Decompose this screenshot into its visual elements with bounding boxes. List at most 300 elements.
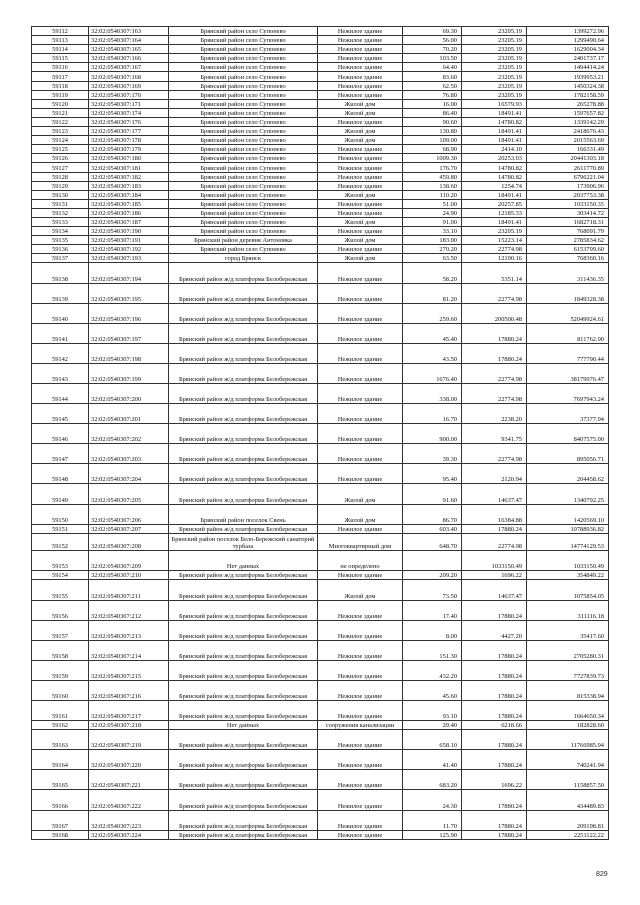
area-cell: 56.00 (403, 36, 462, 45)
object-type-cell: Нежилое здание (318, 600, 403, 620)
cadastral-number-cell: 32:02:0540307:169 (89, 81, 169, 90)
object-type-cell: Нежилое здание (318, 384, 403, 404)
area-cell: 130.80 (403, 127, 462, 136)
row-index-cell: 59159 (32, 660, 89, 680)
cadastral-number-cell: 32:02:0540307:217 (89, 701, 169, 721)
row-index-cell: 59154 (32, 571, 89, 580)
address-cell: Брянский район село Супонево (169, 45, 318, 54)
unit-value-cell: 22774.98 (462, 245, 527, 254)
area-cell: 459.80 (403, 172, 462, 181)
unit-value-cell: 2238.20 (462, 404, 527, 424)
unit-value-cell: 14780.82 (462, 117, 527, 126)
cadastral-number-cell: 32:02:0540307:216 (89, 680, 169, 700)
unit-value-cell: 17880.24 (462, 750, 527, 770)
area-cell: 43.50 (403, 343, 462, 363)
cadastral-value-cell: 768091.79 (527, 227, 609, 236)
table-row (32, 236, 609, 245)
object-type-cell: Нежилое здание (318, 620, 403, 640)
object-type-cell: Жилой дом (318, 504, 403, 524)
unit-value-cell: 18491.41 (462, 217, 527, 226)
object-type-cell: Нежилое здание (318, 424, 403, 444)
table-row (32, 283, 609, 303)
unit-value-cell: 12100.16 (462, 254, 527, 263)
address-cell: Брянский район ж/д платформа Белобережская (169, 524, 318, 533)
cadastral-number-cell: 32:02:0540307:209 (89, 551, 169, 571)
table-row (32, 464, 609, 484)
area-cell: 151.30 (403, 640, 462, 660)
object-type-cell: Жилой дом (318, 190, 403, 199)
row-index-cell: 59120 (32, 99, 89, 108)
cadastral-value-cell: 2251122.22 (527, 830, 609, 839)
table-row (32, 217, 609, 226)
cadastral-number-cell: 32:02:0540307:200 (89, 384, 169, 404)
row-index-cell: 59129 (32, 181, 89, 190)
cadastral-number-cell: 32:02:0540307:167 (89, 63, 169, 72)
row-index-cell: 59156 (32, 600, 89, 620)
cadastral-value-cell: 815338.94 (527, 680, 609, 700)
cadastral-number-cell: 32:02:0540307:181 (89, 163, 169, 172)
object-type-cell: Жилой дом (318, 136, 403, 145)
unit-value-cell: 15223.14 (462, 236, 527, 245)
cadastral-number-cell: 32:02:0540307:198 (89, 343, 169, 363)
row-index-cell: 59166 (32, 790, 89, 810)
row-index-cell: 59132 (32, 208, 89, 217)
row-index-cell: 59123 (32, 127, 89, 136)
cadastral-number-cell: 32:02:0540307:178 (89, 136, 169, 145)
object-type-cell: Нежилое здание (318, 363, 403, 383)
table-row (32, 54, 609, 63)
table-row (32, 263, 609, 283)
unit-value-cell: 23205.19 (462, 27, 527, 36)
object-type-cell: Нежилое здание (318, 117, 403, 126)
unit-value-cell: 22774.98 (462, 283, 527, 303)
cadastral-number-cell: 32:02:0540307:164 (89, 36, 169, 45)
object-type-cell: Нежилое здание (318, 81, 403, 90)
unit-value-cell: 17880.24 (462, 810, 527, 830)
cadastral-value-cell: 777790.44 (527, 343, 609, 363)
table-row (32, 484, 609, 504)
table-row (32, 90, 609, 99)
table-row (32, 680, 609, 700)
cadastral-value-cell: 6153799.60 (527, 245, 609, 254)
object-type-cell: Нежилое здание (318, 245, 403, 254)
row-index-cell: 59121 (32, 108, 89, 117)
cadastral-number-cell: 32:02:0540307:174 (89, 108, 169, 117)
cadastral-value-cell: 6796221.04 (527, 172, 609, 181)
cadastral-number-cell: 32:02:0540307:199 (89, 363, 169, 383)
address-cell: Брянский район ж/д платформа Белобережская (169, 263, 318, 283)
cadastral-value-cell: 1597657.82 (527, 108, 609, 117)
row-index-cell: 59162 (32, 721, 89, 730)
object-type-cell: Нежилое здание (318, 464, 403, 484)
area-cell: 209.20 (403, 571, 462, 580)
area-cell: 68.90 (403, 145, 462, 154)
cadastral-value-cell: 311436.35 (527, 263, 609, 283)
area-cell: 259.60 (403, 303, 462, 323)
address-cell: Брянский район село Супонево (169, 99, 318, 108)
table-row (32, 660, 609, 680)
table-row (32, 770, 609, 790)
area-cell: 91.60 (403, 484, 462, 504)
cadastral-value-cell: 1494414.24 (527, 63, 609, 72)
object-type-cell: Нежилое здание (318, 283, 403, 303)
area-cell: 93.10 (403, 701, 462, 721)
area-cell: 16.70 (403, 404, 462, 424)
row-index-cell: 59151 (32, 524, 89, 533)
object-type-cell: Нежилое здание (318, 571, 403, 580)
cadastral-number-cell: 32:02:0540307:220 (89, 750, 169, 770)
row-index-cell: 59161 (32, 701, 89, 721)
unit-value-cell: 23205.19 (462, 90, 527, 99)
address-cell: Брянский район село Супонево (169, 145, 318, 154)
address-cell: Брянский район село Супонево (169, 63, 318, 72)
cadastral-value-cell: 1682718.31 (527, 217, 609, 226)
cadastral-value-cell: 8407575.00 (527, 424, 609, 444)
unit-value-cell: 23205.19 (462, 81, 527, 90)
area-cell: 24.90 (403, 208, 462, 217)
unit-value-cell: 17880.24 (462, 701, 527, 721)
cadastral-number-cell: 32:02:0540307:183 (89, 181, 169, 190)
cadastral-number-cell: 32:02:0540307:191 (89, 236, 169, 245)
cadastral-value-cell: 1629004.34 (527, 45, 609, 54)
address-cell: Брянский район ж/д платформа Белобережская (169, 384, 318, 404)
table-row (32, 533, 609, 551)
cadastral-value-cell: 1664650.34 (527, 701, 609, 721)
area-cell: 83.60 (403, 72, 462, 81)
cadastral-value-cell: 38179976.47 (527, 363, 609, 383)
area-cell: 683.20 (403, 770, 462, 790)
address-cell: Брянский район село Супонево (169, 136, 318, 145)
cadastral-value-cell: 37377.94 (527, 404, 609, 424)
row-index-cell: 59148 (32, 464, 89, 484)
row-index-cell: 59118 (32, 81, 89, 90)
unit-value-cell: 17880.24 (462, 830, 527, 839)
row-index-cell: 59124 (32, 136, 89, 145)
object-type-cell: Нежилое здание (318, 72, 403, 81)
object-type-cell: Нежилое здание (318, 181, 403, 190)
table-row (32, 154, 609, 163)
cadastral-value-cell: 1158857.50 (527, 770, 609, 790)
row-index-cell: 59126 (32, 154, 89, 163)
cadastral-value-cell: 354849.22 (527, 571, 609, 580)
table-row (32, 730, 609, 750)
cadastral-value-cell: 1399272.96 (527, 27, 609, 36)
address-cell: Брянский район ж/д платформа Белобережская (169, 830, 318, 839)
table-row (32, 363, 609, 383)
address-cell: Брянский район ж/д платформа Белобережская (169, 343, 318, 363)
address-cell: Брянский район поселок Свень (169, 504, 318, 524)
cadastral-number-cell: 32:02:0540307:213 (89, 620, 169, 640)
address-cell: Брянский район ж/д платформа Белобережская (169, 464, 318, 484)
table-row (32, 721, 609, 730)
object-type-cell: Нежилое здание (318, 63, 403, 72)
cadastral-number-cell: 32:02:0540307:165 (89, 45, 169, 54)
object-type-cell: Жилой дом (318, 236, 403, 245)
unit-value-cell: 23205.19 (462, 63, 527, 72)
area-cell: 33.10 (403, 227, 462, 236)
row-index-cell: 59149 (32, 484, 89, 504)
area-cell: 45.60 (403, 680, 462, 700)
row-index-cell: 59135 (32, 236, 89, 245)
address-cell: Брянский район ж/д платформа Белобережская (169, 701, 318, 721)
cadastral-number-cell: 32:02:0540307:185 (89, 199, 169, 208)
unit-value-cell: 17880.24 (462, 660, 527, 680)
unit-value-cell: 22774.98 (462, 384, 527, 404)
address-cell: Брянский район ж/д платформа Белобережская (169, 750, 318, 770)
table-row (32, 45, 609, 54)
unit-value-cell: 17880.24 (462, 640, 527, 660)
area-cell: 125.90 (403, 830, 462, 839)
table-row (32, 640, 609, 660)
cadastral-value-cell: 2705280.31 (527, 640, 609, 660)
area-cell: 41.40 (403, 750, 462, 770)
address-cell: Брянский район ж/д платформа Белобережская (169, 404, 318, 424)
row-index-cell: 59114 (32, 45, 89, 54)
address-cell: Брянский район ж/д платформа Белобережская (169, 620, 318, 640)
row-index-cell: 59155 (32, 580, 89, 600)
address-cell: Брянский район село Супонево (169, 117, 318, 126)
unit-value-cell: 14637.47 (462, 580, 527, 600)
unit-value-cell: 18491.41 (462, 127, 527, 136)
row-index-cell: 59139 (32, 283, 89, 303)
cadastral-number-cell: 32:02:0540307:186 (89, 208, 169, 217)
table-row (32, 551, 609, 571)
row-index-cell: 59136 (32, 245, 89, 254)
row-index-cell: 59163 (32, 730, 89, 750)
cadastral-number-cell: 32:02:0540307:170 (89, 90, 169, 99)
cadastral-number-cell: 32:02:0540307:180 (89, 154, 169, 163)
address-cell: Брянский район ж/д платформа Белобережская (169, 571, 318, 580)
row-index-cell: 59113 (32, 36, 89, 45)
area-cell: 86.40 (403, 108, 462, 117)
unit-value-cell: 22774.98 (462, 363, 527, 383)
cadastral-value-cell: 1299490.64 (527, 36, 609, 45)
object-type-cell: Жилой дом (318, 580, 403, 600)
area-cell: 91.00 (403, 217, 462, 226)
cadastral-number-cell: 32:02:0540307:177 (89, 127, 169, 136)
area-cell: 138.60 (403, 181, 462, 190)
table-row (32, 99, 609, 108)
unit-value-cell: 22774.98 (462, 444, 527, 464)
cadastral-value-cell: 2611770.89 (527, 163, 609, 172)
row-index-cell: 59131 (32, 199, 89, 208)
object-type-cell: Нежилое здание (318, 163, 403, 172)
unit-value-cell: 17880.24 (462, 790, 527, 810)
cadastral-number-cell: 32:02:0540307:206 (89, 504, 169, 524)
cadastral-number-cell: 32:02:0540307:171 (89, 99, 169, 108)
row-index-cell: 59138 (32, 263, 89, 283)
address-cell: Брянский район село Супонево (169, 190, 318, 199)
object-type-cell: Нежилое здание (318, 750, 403, 770)
address-cell: Брянский район ж/д платформа Белобережская (169, 770, 318, 790)
cadastral-value-cell: 7727839.73 (527, 660, 609, 680)
address-cell: Брянский район село Супонево (169, 208, 318, 217)
cadastral-number-cell: 32:02:0540307:224 (89, 830, 169, 839)
object-type-cell: Нежилое здание (318, 303, 403, 323)
cadastral-number-cell: 32:02:0540307:215 (89, 660, 169, 680)
address-cell: Брянский район ж/д платформа Белобережская (169, 790, 318, 810)
cadastral-value-cell: 204458.62 (527, 464, 609, 484)
table-row (32, 72, 609, 81)
row-index-cell: 59117 (32, 72, 89, 81)
row-index-cell: 59157 (32, 620, 89, 640)
row-index-cell: 59128 (32, 172, 89, 181)
object-type-cell: Многоквартирный дом (318, 533, 403, 551)
area-cell: 86.70 (403, 504, 462, 524)
address-cell: Брянский район ж/д платформа Белобережская (169, 600, 318, 620)
cadastral-number-cell: 32:02:0540307:208 (89, 533, 169, 551)
cadastral-value-cell: 265278.88 (527, 99, 609, 108)
address-cell: Брянский район село Супонево (169, 199, 318, 208)
area-cell: 51.00 (403, 199, 462, 208)
unit-value-cell: 17880.24 (462, 343, 527, 363)
row-index-cell: 59147 (32, 444, 89, 464)
unit-value-cell: 18491.41 (462, 136, 527, 145)
area-cell: 58.20 (403, 263, 462, 283)
cadastral-value-cell: 7697943.24 (527, 384, 609, 404)
table-row (32, 36, 609, 45)
row-index-cell: 59153 (32, 551, 89, 571)
address-cell: Брянский район ж/д платформа Белобережская (169, 810, 318, 830)
object-type-cell: Нежилое здание (318, 830, 403, 839)
unit-value-cell: 17880.24 (462, 524, 527, 533)
row-index-cell: 59125 (32, 145, 89, 154)
area-cell: 11.70 (403, 810, 462, 830)
object-type-cell: Нежилое здание (318, 45, 403, 54)
address-cell: Брянский район ж/д платформа Белобережская (169, 660, 318, 680)
table-row (32, 63, 609, 72)
address-cell: Брянский район село Супонево (169, 72, 318, 81)
address-cell: Брянский район село Супонево (169, 154, 318, 163)
table-row (32, 190, 609, 199)
unit-value-cell: 14780.82 (462, 163, 527, 172)
row-index-cell: 59144 (32, 384, 89, 404)
cadastral-table (31, 26, 609, 840)
cadastral-number-cell: 32:02:0540307:184 (89, 190, 169, 199)
cadastral-number-cell: 32:02:0540307:179 (89, 145, 169, 154)
table-row (32, 172, 609, 181)
table-row (32, 136, 609, 145)
table-row (32, 127, 609, 136)
area-cell: 1009.30 (403, 154, 462, 163)
cadastral-number-cell: 32:02:0540307:221 (89, 770, 169, 790)
area-cell: 29.40 (403, 721, 462, 730)
address-cell: город Брянск (169, 254, 318, 263)
row-index-cell: 59152 (32, 533, 89, 551)
cadastral-number-cell: 32:02:0540307:166 (89, 54, 169, 63)
table-row (32, 117, 609, 126)
cadastral-number-cell: 32:02:0540307:182 (89, 172, 169, 181)
unit-value-cell: 23205.19 (462, 36, 527, 45)
cadastral-table-body (32, 27, 609, 840)
cadastral-value-cell: 434489.83 (527, 790, 609, 810)
object-type-cell: Нежилое здание (318, 660, 403, 680)
address-cell: Брянский район ж/д платформа Белобережская (169, 444, 318, 464)
cadastral-number-cell: 32:02:0540307:203 (89, 444, 169, 464)
address-cell: Брянский район ж/д платформа Белобережская (169, 680, 318, 700)
address-cell: Нет данных (169, 721, 318, 730)
object-type-cell: Нежилое здание (318, 810, 403, 830)
address-cell: Брянский район село Супонево (169, 36, 318, 45)
cadastral-value-cell: 20441303.18 (527, 154, 609, 163)
unit-value-cell: 9341.75 (462, 424, 527, 444)
unit-value-cell: 17880.24 (462, 600, 527, 620)
cadastral-value-cell: 14774129.53 (527, 533, 609, 551)
object-type-cell: Жилой дом (318, 108, 403, 117)
object-type-cell: Нежилое здание (318, 701, 403, 721)
row-index-cell: 59150 (32, 504, 89, 524)
cadastral-number-cell: 32:02:0540307:204 (89, 464, 169, 484)
object-type-cell: Жилой дом (318, 99, 403, 108)
address-cell: Брянский район село Супонево (169, 27, 318, 36)
table-row (32, 830, 609, 839)
object-type-cell: Жилой дом (318, 254, 403, 263)
unit-value-cell: 14637.47 (462, 484, 527, 504)
object-type-cell: Нежилое здание (318, 524, 403, 533)
unit-value-cell: 23205.19 (462, 45, 527, 54)
table-row (32, 424, 609, 444)
row-index-cell: 59158 (32, 640, 89, 660)
cadastral-number-cell: 32:02:0540307:194 (89, 263, 169, 283)
object-type-cell: Нежилое здание (318, 770, 403, 790)
area-cell: 110.20 (403, 190, 462, 199)
address-cell: Брянский район ж/д платформа Белобережская (169, 580, 318, 600)
row-index-cell: 59160 (32, 680, 89, 700)
area-cell: 900.00 (403, 424, 462, 444)
table-row (32, 384, 609, 404)
unit-value-cell: 16384.88 (462, 504, 527, 524)
address-cell: Брянский район ж/д платформа Белобережская (169, 424, 318, 444)
cadastral-number-cell: 32:02:0540307:163 (89, 27, 169, 36)
cadastral-number-cell: 32:02:0540307:212 (89, 600, 169, 620)
object-type-cell: Нежилое здание (318, 199, 403, 208)
address-cell: Брянский район село Супонево (169, 81, 318, 90)
unit-value-cell: 2414.10 (462, 145, 527, 154)
unit-value-cell: 17880.24 (462, 680, 527, 700)
unit-value-cell: 1033150.49 (462, 551, 527, 571)
object-type-cell: Нежилое здание (318, 680, 403, 700)
object-type-cell: Нежилое здание (318, 640, 403, 660)
address-cell: Брянский район село Супонево (169, 127, 318, 136)
cadastral-number-cell: 32:02:0540307:193 (89, 254, 169, 263)
cadastral-number-cell: 32:02:0540307:210 (89, 571, 169, 580)
cadastral-value-cell: 1075854.05 (527, 580, 609, 600)
cadastral-number-cell: 32:02:0540307:176 (89, 117, 169, 126)
cadastral-number-cell: 32:02:0540307:211 (89, 580, 169, 600)
address-cell: Брянский район село Супонево (169, 245, 318, 254)
unit-value-cell: 1254.74 (462, 181, 527, 190)
object-type-cell: Нежилое здание (318, 227, 403, 236)
table-row (32, 750, 609, 770)
address-cell: Брянский район село Супонево (169, 163, 318, 172)
table-row (32, 810, 609, 830)
table-row (32, 245, 609, 254)
unit-value-cell: 1696.22 (462, 571, 527, 580)
table-row (32, 620, 609, 640)
row-index-cell: 59137 (32, 254, 89, 263)
unit-value-cell: 17880.24 (462, 730, 527, 750)
table-row (32, 504, 609, 524)
table-row (32, 227, 609, 236)
cadastral-value-cell: 1782158.59 (527, 90, 609, 99)
address-cell: Брянский район село Супонево (169, 172, 318, 181)
cadastral-value-cell: 311116.18 (527, 600, 609, 620)
cadastral-number-cell: 32:02:0540307:219 (89, 730, 169, 750)
table-row (32, 145, 609, 154)
cadastral-number-cell: 32:02:0540307:223 (89, 810, 169, 830)
table-row (32, 27, 609, 36)
cadastral-value-cell: 1340792.25 (527, 484, 609, 504)
